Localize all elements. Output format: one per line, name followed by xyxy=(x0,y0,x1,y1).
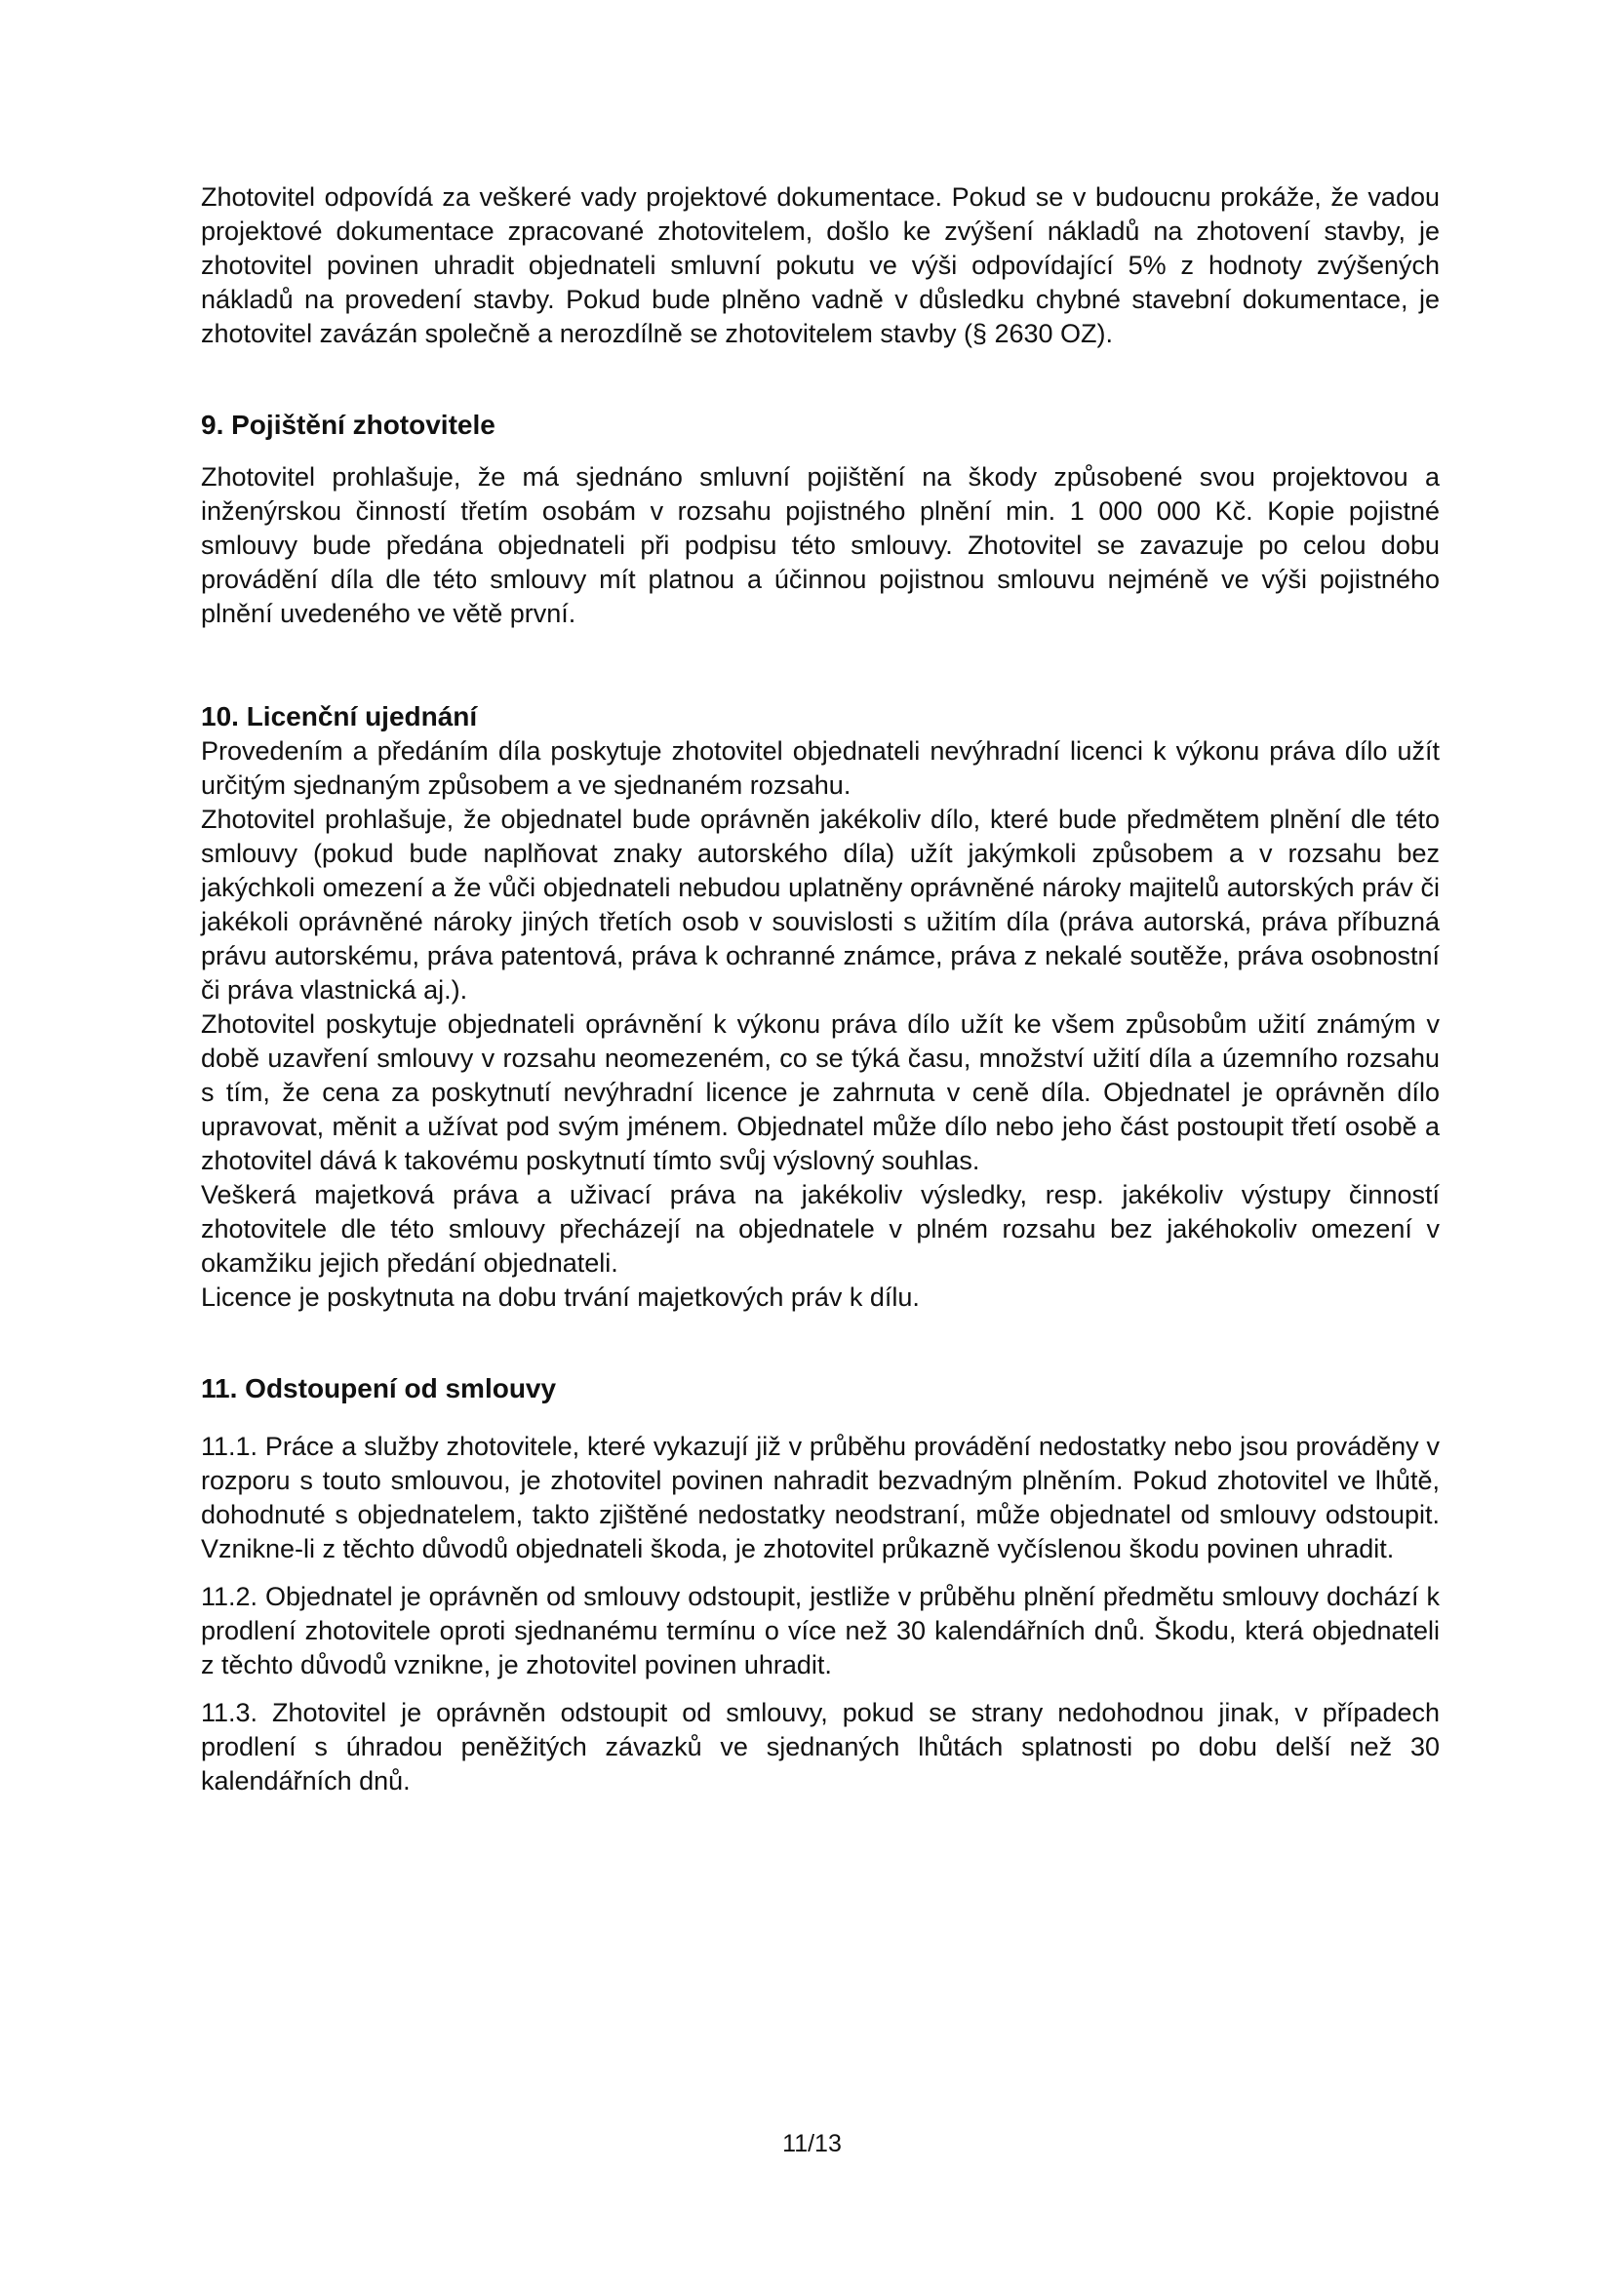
spacer xyxy=(201,443,1440,460)
section-10-paragraph: Zhotovitel poskytuje objednateli oprávnění k výkonu práva dílo užít ke všem způsobům užití známým v době uzavření smlouvy v rozsahu neomezeném, co se týká času, množství užití díla a územního rozsahu s tím, že cena za poskytnutí nevýhradní licence je zahrnuta v ceně díla. Objednatel je oprávněn dílo upravovat, měnit a užívat pod svým jménem. Objednatel může dílo nebo jeho část postoupit třetí osobě a zhotovitel dává k takovému poskytnutí tímto svůj výslovný souhlas. xyxy=(201,1009,1440,1175)
section-10-paragraph: Licence je poskytnuta na dobu trvání majetkových práv k dílu. xyxy=(201,1283,920,1312)
section-10-paragraph: Provedením a předáním díla poskytuje zhotovitel objednateli nevýhradní licenci k výkonu práva dílo užít určitým sjednaným způsobem a ve sjednaném rozsahu. xyxy=(201,736,1440,800)
section-9-heading: 9. Pojištění zhotovitele xyxy=(201,410,495,440)
section-10-paragraph: Zhotovitel prohlašuje, že objednatel bude oprávněn jakékoliv dílo, které bude předmětem plnění dle této smlouvy (pokud bude naplňovat znaky autorského díla) užít jakýmkoli způsobem a v rozsahu bez jakýchkoli omezení a že vůči objednateli nebudou uplatněny oprávněné nároky majitelů autorských práv či jakékoli oprávněné nároky jiných třetích osob v souvislosti s užitím díla (práva autorská, práva příbuzná právu autorskému, práva patentová, práva k ochranné známce, práva z nekalé soutěže, práva osobnostní či práva vlastnická aj.). xyxy=(201,805,1440,1005)
clause-11-2: 11.2. Objednatel je oprávněn od smlouvy odstoupit, jestliže v průběhu plnění předmětu smlouvy dochází k prodlení zhotovitele oproti sjednanému termínu o více než 30 kalendářních dnů. Škodu, která objednateli z těchto důvodů vznikne, je zhotovitel povinen uhradit. xyxy=(201,1582,1440,1679)
section-11-heading: 11. Odstoupení od smlouvy xyxy=(201,1373,557,1403)
section-10-paragraph: Veškerá majetková práva a uživací práva na jakékoliv výsledky, resp. jakékoliv výstupy činností zhotovitele dle této smlouvy přecházejí na objednatele v plném rozsahu bez jakéhokoliv omezení v okamžiku jejich předání objednateli. xyxy=(201,1180,1440,1278)
page-number: 11/13 xyxy=(782,2130,842,2157)
document-body xyxy=(201,180,1440,1812)
spacer xyxy=(201,351,1440,408)
spacer xyxy=(201,631,1440,699)
section-9-paragraph: Zhotovitel prohlašuje, že má sjednáno smluvní pojištění na škody způsobené svou projektovou a inženýrskou činností třetím osobám v rozsahu pojistného plnění min. 1 000 000 Kč. Kopie pojistné smlouvy bude předána objednateli při podpisu této smlouvy. Zhotovitel se zavazuje po celou dobu provádění díla dle této smlouvy mít platnou a účinnou pojistnou smlouvu nejméně ve výši pojistného plnění uvedeného ve větě první. xyxy=(201,462,1440,628)
section-10-heading: 10. Licenční ujednání xyxy=(201,701,478,731)
spacer xyxy=(201,1406,1440,1430)
clause-11-1: 11.1. Práce a služby zhotovitele, které vykazují již v průběhu provádění nedostatky nebo jsou prováděny v rozporu s touto smlouvou, je zhotovitel povinen nahradit bezvadným plněním. Pokud zhotovitel ve lhůtě, dohodnuté s objednatelem, takto zjištěné nedostatky neodstraní, může objednatel od smlouvy odstoupit. Vznikne-li z těchto důvodů objednateli škoda, je zhotovitel průkazně vyčíslenou škodu povinen uhradit. xyxy=(201,1432,1440,1563)
intro-paragraph: Zhotovitel odpovídá za veškeré vady projektové dokumentace. Pokud se v budoucnu prokáže, že vadou projektové dokumentace zpracované zhotovitelem, došlo ke zvýšení nákladů na zhotovení stavby, je zhotovitel povinen uhradit objednateli smluvní pokutu ve výši odpovídající 5% z hodnoty zvýšených nákladů na provedení stavby. Pokud bude plněno vadně v důsledku chybné stavební dokumentace, je zhotovitel zavázán společně a nerozdílně se zhotovitelem stavby (§ 2630 OZ). xyxy=(201,182,1440,348)
clause-11-3: 11.3. Zhotovitel je oprávněn odstoupit od smlouvy, pokud se strany nedohodnou jinak, v případech prodlení s úhradou peněžitých závazků ve sjednaných lhůtách splatnosti po dobu delší než 30 kalendářních dnů. xyxy=(201,1698,1440,1796)
spacer xyxy=(201,1315,1440,1371)
